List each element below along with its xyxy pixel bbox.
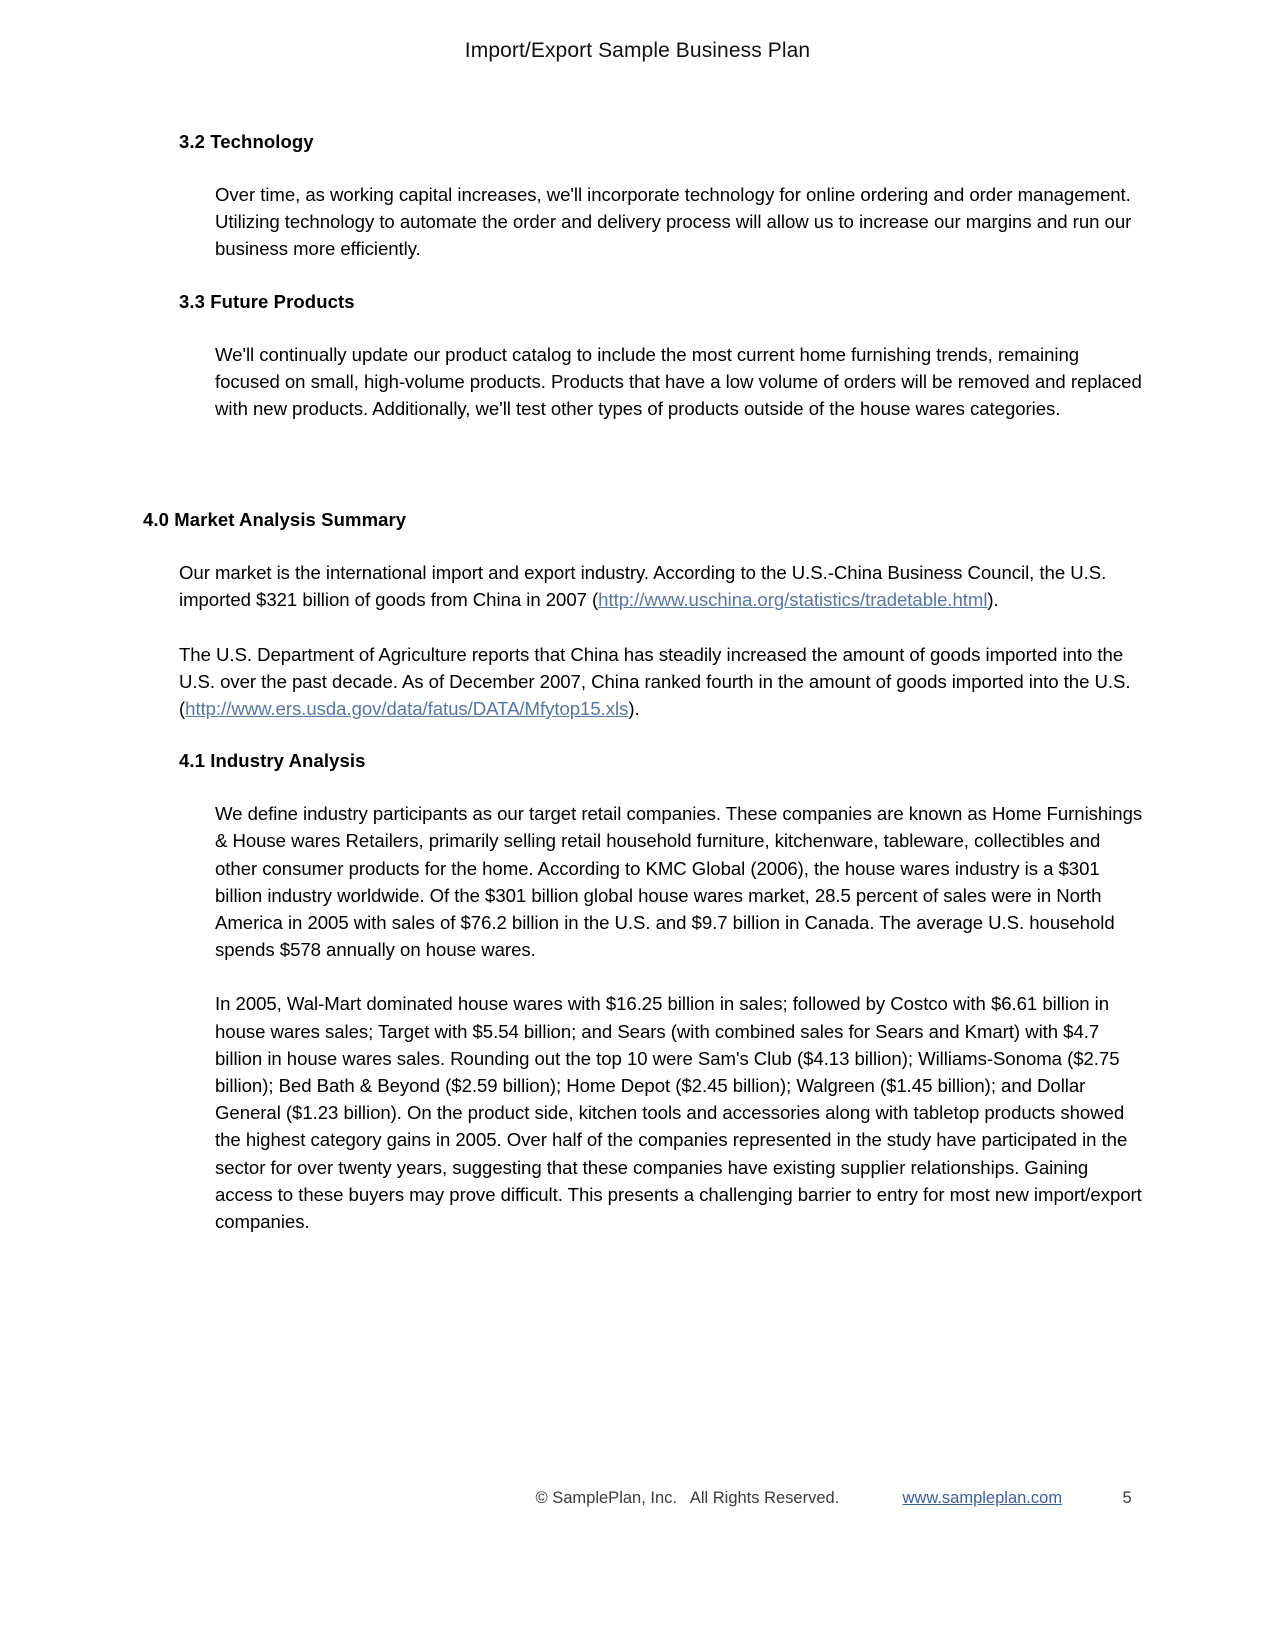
paragraph-technology: Over time, as working capital increases, we'll incorporate technology for online ordering and order management. Utilizing technology to automate the order and delivery process will allow us to increase our margins and run our business more efficiently. (215, 184, 1132, 260)
spacer (143, 722, 1143, 749)
footer-website-link[interactable]: www.sampleplan.com (902, 1489, 1063, 1507)
spacer (143, 422, 1143, 508)
paragraph-market-analysis-1-text-after: ). (987, 589, 999, 611)
paragraph-industry-analysis-2: In 2005, Wal-Mart dominated house wares with $16.25 billion in sales; followed by Costco with $6.61 billion in house wares sales; Target with $5.54 billion; and Sears (with combined sales for Sears and Kmart) with $4.7 billion in house wares sales. Rounding out the top 10 were Sam's Club ($4.13 billion); Williams-Sonoma ($2.75 billion); Bed Bath & Beyond ($2.59 billion); Home Depot ($2.45 billion); Walgreen ($1.45 billion); and Dollar General ($1.23 billion). On the product side, kitchen tools and accessories along with tabletop products showed the highest category gains in 2005. Over half of the companies represented in the study have participated in the sector for over twenty years, suggesting that these companies have existing supplier relationships. Gaining access to these buyers may prove difficult. This presents a challenging barrier to entry for most new import/export companies. (215, 993, 1142, 1233)
running-header-title: Import/Export Sample Business Plan (464, 39, 811, 62)
spacer (143, 154, 1143, 181)
paragraph-market-analysis-2 (179, 641, 1143, 723)
spacer (143, 263, 1143, 290)
paragraph-market-analysis-1 (179, 559, 1143, 613)
spacer (143, 532, 1143, 559)
heading-4-0-market-analysis-summary: 4.0 Market Analysis Summary (143, 509, 407, 531)
paragraph-market-analysis-2-text-after: ). (628, 698, 640, 720)
paragraph-future-products: We'll continually update our product catalog to include the most current home furnishing trends, remaining focused on small, high-volume products. Products that have a low volume of orders will be removed and replaced with new products. Additionally, we'll test other types of products outside of the house wares categories. (215, 343, 1142, 420)
paragraph-market-analysis-2-text-before: The U.S. Department of Agriculture reports that China has steadily increased the amount of goods imported into the U.S. over the past decade. As of December 2007, China ranked fourth in the amount of goods imported into the U.S. ( (179, 643, 1131, 720)
heading-3-2-technology: 3.2 Technology (179, 131, 314, 152)
heading-3-3-future-products: 3.3 Future Products (179, 290, 355, 312)
spacer (143, 963, 1143, 990)
spacer (143, 773, 1143, 800)
document-body (143, 130, 1143, 1235)
link-uschina-tradetable[interactable]: http://www.uschina.org/statistics/tradetable.html (598, 589, 988, 611)
spacer (143, 314, 1143, 341)
footer-page-number: 5 (1122, 1489, 1132, 1507)
paragraph-market-analysis-1-text-before: Our market is the international import and export industry. According to the U.S.-China Business Council, the U.S. imported $321 billion of goods from China in 2007 ( (179, 562, 1107, 611)
spacer (143, 614, 1143, 641)
heading-4-1-industry-analysis: 4.1 Industry Analysis (179, 750, 366, 772)
page-footer (0, 1486, 1275, 1510)
footer-copyright: © SamplePlan, Inc. All Rights Reserved. (535, 1489, 840, 1507)
link-usda-mfytop15[interactable]: http://www.ers.usda.gov/data/fatus/DATA/Mfytop15.xls (185, 698, 629, 720)
footer-inner (138, 1486, 1138, 1510)
paragraph-industry-analysis-1: We define industry participants as our target retail companies. These companies are known as Home Furnishings & House wares Retailers, primarily selling retail household furniture, kitchenware, tableware, collectibles and other consumer products for the home. According to KMC Global (2006), the house wares industry is a $301 billion industry worldwide. Of the $301 billion global house wares market, 28.5 percent of sales were in North America in 2005 with sales of $76.2 billion in the U.S. and $9.7 billion in Canada. The average U.S. household spends $578 annually on house wares. (215, 803, 1143, 961)
